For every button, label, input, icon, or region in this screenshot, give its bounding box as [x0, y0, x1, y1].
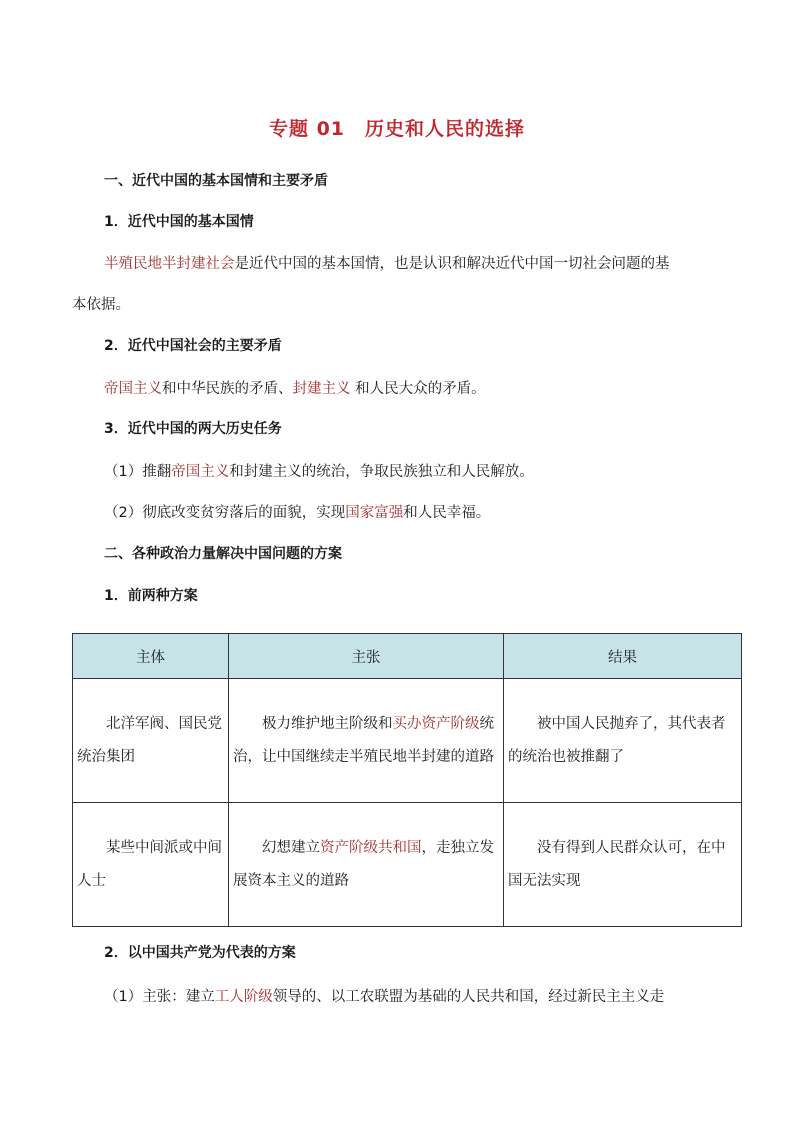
paragraph-2 — [104, 377, 486, 398]
item-text: 和封建主义的统治，争取民族独立和人民解放。 — [229, 464, 534, 480]
paragraph-1-line1 — [104, 252, 670, 273]
paragraph-text: 和中华民族的矛盾、 — [162, 381, 293, 397]
table-cell-result: 没有得到人民群众认可，在中国无法实现 — [504, 803, 742, 927]
subheading-1-1: 1．近代中国的基本国情 — [104, 214, 254, 230]
highlight-term: 帝国主义 — [104, 381, 162, 397]
highlight-term: 买办资产阶级 — [392, 715, 480, 732]
subheading-1-2: 2．近代中国社会的主要矛盾 — [104, 338, 282, 354]
highlight-term: 封建主义 — [292, 381, 351, 397]
table-header: 主张 — [229, 634, 504, 679]
highlight-term: 资产阶级共和国 — [320, 839, 422, 856]
section-heading-1: 一、近代中国的基本国情和主要矛盾 — [104, 173, 328, 189]
table-header-row — [73, 634, 742, 679]
task-item-2 — [104, 501, 490, 522]
table-header: 结果 — [504, 634, 742, 679]
paragraph-text: 是近代中国的基本国情，也是认识和解决近代中国一切社会问题的基 — [234, 256, 670, 272]
table-cell-subject: 某些中间派或中间人士 — [73, 803, 229, 927]
page-title: 专题 01 历史和人民的选择 — [268, 118, 526, 140]
item-text: （1）主张：建立 — [104, 989, 215, 1005]
table-row — [73, 679, 742, 803]
subheading-2-1: 1．前两种方案 — [104, 588, 198, 604]
paragraph-1-line2: 本依据。 — [72, 297, 130, 313]
cell-text: 幻想建立 — [262, 839, 320, 856]
table-cell-claim — [229, 803, 504, 927]
cell-text: 极力维护地主阶级和 — [262, 715, 393, 732]
subheading-1-3: 3．近代中国的两大历史任务 — [104, 421, 282, 437]
claim-item-1 — [104, 985, 664, 1006]
item-text: 和人民幸福。 — [403, 505, 491, 521]
solutions-table — [72, 633, 742, 927]
table-header: 主体 — [73, 634, 229, 679]
paragraph-text: 和人民大众的矛盾。 — [350, 381, 486, 397]
table-cell-result: 被中国人民抛弃了，其代表者的统治也被推翻了 — [504, 679, 742, 803]
highlight-term: 国家富强 — [345, 505, 404, 521]
item-text: 领导的、以工农联盟为基础的人民共和国，经过新民主主义走 — [272, 989, 665, 1005]
cell-text: 统治，让中国继续走半殖民地半封建的道路 — [233, 715, 494, 765]
section-heading-2: 二、各种政治力量解决中国问题的方案 — [104, 546, 342, 562]
highlight-term: 工人阶级 — [214, 989, 273, 1005]
item-text: （2）彻底改变贫穷落后的面貌，实现 — [104, 505, 346, 521]
subheading-2-2: 2．以中国共产党为代表的方案 — [104, 945, 296, 961]
table-cell-subject: 北洋军阀、国民党统治集团 — [73, 679, 229, 803]
cell-text: ，走独立发展资本主义的道路 — [233, 839, 494, 889]
task-item-1 — [104, 460, 534, 481]
highlight-term: 帝国主义 — [171, 464, 230, 480]
table-row — [73, 803, 742, 927]
item-text: （1）推翻 — [104, 464, 172, 480]
table-cell-claim — [229, 679, 504, 803]
highlight-term: 半殖民地半封建社会 — [104, 256, 235, 272]
